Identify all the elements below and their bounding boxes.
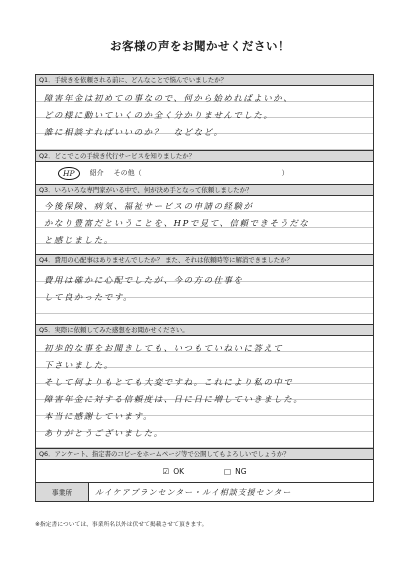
q6-answer (36, 460, 373, 483)
checked-box-icon: ☑ (162, 466, 170, 476)
q1-answer-line: 誰に相談すればいいのか？ などなど。 (44, 127, 224, 137)
office-name: ルイケアプランセンター・ルイ相談支援センター (95, 487, 292, 497)
q6-ok-label: OK (173, 466, 185, 476)
q6-ng-checkbox[interactable] (224, 467, 247, 476)
q4-answer-line: 費用は確かに心配でしたが、今の方の仕事を (44, 275, 244, 285)
page-title: お客様の声をお聞かせください！ (110, 39, 290, 53)
q1-answer-line: 障害年金は初めての事なので、何から始めればよいか、 (44, 93, 294, 103)
q2-option-other-close: ） (281, 169, 289, 177)
q5-answer-line: 初歩的な事をお聞きしても、いつもていねいに答えて (44, 343, 284, 353)
q6-question: Q6．アンケート、指定書のコピーをホームページ等で公開してもよろしいでしょうか？ (36, 449, 373, 460)
q3-answer-line: 今後保険、病気、福祉サービスの申請の経験が (44, 201, 254, 211)
q3-answer (36, 196, 373, 255)
q5-answer-line: ありがとうございました。 (44, 428, 164, 438)
q3-question: Q3．いろいろな専門家がいる中で、何が決め手となって依頼しましたか？ (36, 185, 373, 196)
q5-answer-line: 本当に感謝しています。 (44, 411, 154, 421)
q1-answer (36, 86, 373, 151)
q3-answer-line: と感じました。 (44, 235, 114, 245)
q2-option-other[interactable]: その他（ (113, 169, 142, 177)
q3-answer-line: かなり豊富だということを、HPで見て、信頼できそうだな (44, 218, 310, 228)
q5-answer-line: そして何よりもとても大変ですね。これにより私の中で (44, 377, 294, 387)
office-row (36, 483, 373, 501)
footnote: ※指定書については、事業所名以外は伏せて掲載させて頂きます。 (35, 522, 208, 528)
q1-answer-line: どの様に動いていくのか全く分かりませんでした。 (44, 110, 274, 120)
office-label: 事業所 (36, 483, 89, 501)
q6-ng-label: NG (235, 466, 247, 476)
q2-option-referral[interactable]: 紹介 (89, 169, 104, 177)
q5-answer (36, 336, 373, 449)
q2-option-hp-selected[interactable]: HP (58, 167, 80, 180)
q6-ok-checkbox[interactable] (162, 467, 184, 476)
unchecked-box-icon: □ (224, 466, 232, 476)
q4-answer (36, 266, 373, 325)
q5-answer-line: 障害年金に対する信頼度は、日に日に増していきました。 (44, 394, 304, 404)
q4-answer-line: して良かったです。 (44, 292, 134, 302)
survey-form (35, 74, 374, 502)
q4-question: Q4．費用の心配事はありませんでしたか？ また、それは依頼時等に解消できましたか？ (36, 255, 373, 266)
q2-question: Q2．どこでこの手続き代行サービスを知りましたか？ (36, 151, 373, 162)
q1-question: Q1．手続きを依頼される前に、どんなことで悩んでいましたか？ (36, 75, 373, 86)
q2-answer (36, 162, 373, 185)
q5-question: Q5．実際に依頼してみた感想をお聞かせください。 (36, 325, 373, 336)
q5-answer-line: 下さいました。 (44, 360, 114, 370)
